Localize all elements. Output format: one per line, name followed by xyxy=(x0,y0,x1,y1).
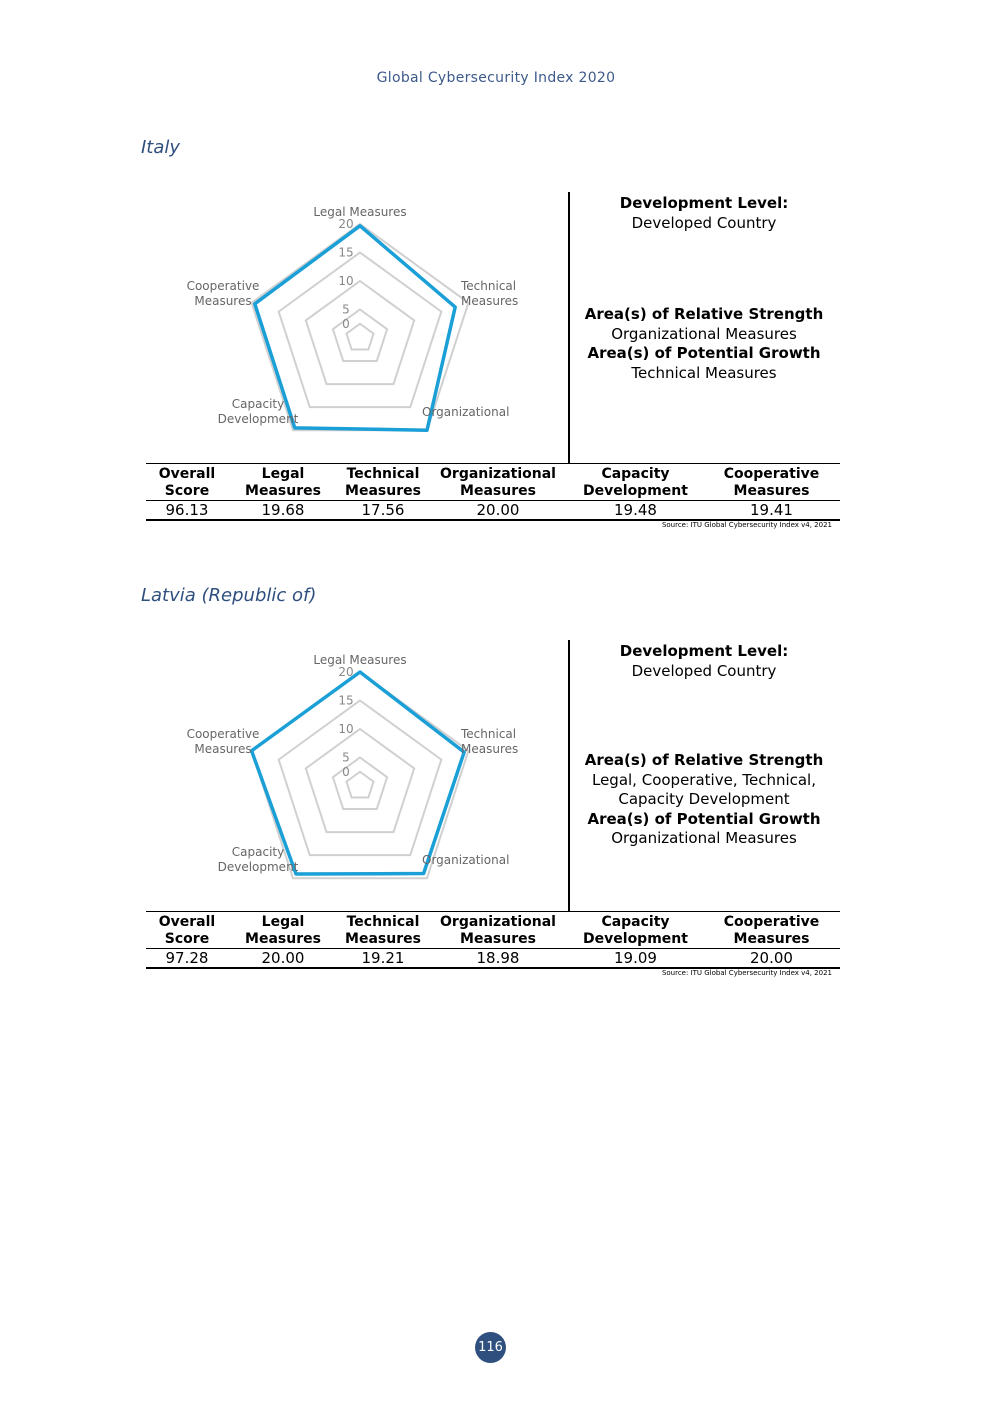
vertical-divider xyxy=(568,192,570,464)
strength-value-line-2: Capacity Development xyxy=(618,790,790,808)
technical-score-value: 19.21 xyxy=(338,949,428,969)
vertical-divider xyxy=(568,640,570,912)
areas-block xyxy=(576,751,832,849)
grid-ring xyxy=(333,310,387,362)
axis-label: Organizational xyxy=(422,405,510,419)
growth-label: Area(s) of Potential Growth xyxy=(587,809,821,828)
grid-ring xyxy=(306,729,414,832)
axis-label: Cooperative Measures xyxy=(186,279,260,308)
header-technical-measures: Technical Measures xyxy=(338,464,428,501)
organizational-score-value: 18.98 xyxy=(428,949,568,969)
grid-ring xyxy=(333,758,387,810)
cooperative-score-value: 19.41 xyxy=(703,501,840,521)
development-level-value: Developed Country xyxy=(631,213,777,232)
score-table xyxy=(146,911,840,969)
tick-label: 10 xyxy=(338,722,354,736)
country-profile-latvia xyxy=(146,640,840,980)
source-note: Source: ITU Global Cybersecurity Index v4, 2021 xyxy=(661,969,832,977)
source-note: Source: ITU Global Cybersecurity Index v4, 2021 xyxy=(661,521,832,529)
grid-ring xyxy=(346,324,373,350)
tick-label: 5 xyxy=(342,302,350,317)
development-level-block xyxy=(576,194,832,233)
header-legal-measures: Legal Measures xyxy=(228,464,338,501)
organizational-score-value: 20.00 xyxy=(428,501,568,521)
document-header-title: Global Cybersecurity Index 2020 xyxy=(376,70,616,86)
header-organizational-measures: Organizational Measures xyxy=(428,464,568,501)
country-profile-italy xyxy=(146,192,840,532)
development-level-label: Development Level: xyxy=(619,642,789,660)
overall-score-value: 97.28 xyxy=(146,949,228,969)
radar-chart xyxy=(176,640,576,910)
score-table-value-row xyxy=(146,501,840,521)
score-table xyxy=(146,463,840,521)
growth-value: Technical Measures xyxy=(631,363,777,382)
development-level-label: Development Level: xyxy=(619,194,789,212)
legal-score-value: 20.00 xyxy=(228,949,338,969)
header-overall-score: Overall Score xyxy=(146,464,228,501)
grid-ring xyxy=(306,281,414,384)
strength-label: Area(s) of Relative Strength xyxy=(584,305,824,323)
capacity-score-value: 19.48 xyxy=(568,501,703,521)
tick-label: 15 xyxy=(338,693,354,708)
overall-score-value: 96.13 xyxy=(146,501,228,521)
development-level-block xyxy=(576,642,832,681)
axis-label: Technical Measures xyxy=(461,727,519,756)
tick-label: 10 xyxy=(338,274,354,288)
tick-label: 0 xyxy=(342,316,350,331)
axis-label: Cooperative Measures xyxy=(186,727,260,756)
header-cooperative-measures: Cooperative Measures xyxy=(703,912,840,949)
technical-score-value: 17.56 xyxy=(338,501,428,521)
capacity-score-value: 19.09 xyxy=(568,949,703,969)
areas-block xyxy=(576,305,832,383)
tick-label: 0 xyxy=(342,764,350,779)
header-capacity-development: Capacity Development xyxy=(568,464,703,501)
header-legal-measures: Legal Measures xyxy=(228,912,338,949)
tick-label: 15 xyxy=(338,245,354,260)
score-table-value-row xyxy=(146,949,840,969)
strength-label: Area(s) of Relative Strength xyxy=(584,751,824,769)
axis-label: Organizational xyxy=(422,853,510,867)
axis-label: Capacity Development xyxy=(217,845,299,874)
tick-label: 5 xyxy=(342,750,350,765)
axis-label: Legal Measures xyxy=(313,653,407,667)
growth-value: Organizational Measures xyxy=(611,829,797,847)
strength-value: Organizational Measures xyxy=(611,324,797,343)
header-organizational-measures: Organizational Measures xyxy=(428,912,568,949)
tick-label: 20 xyxy=(338,217,354,231)
country-title: Italy xyxy=(141,137,181,158)
legal-score-value: 19.68 xyxy=(228,501,338,521)
score-table-header-row xyxy=(146,464,840,501)
axis-label: Capacity Development xyxy=(217,397,299,426)
header-technical-measures: Technical Measures xyxy=(338,912,428,949)
country-title: Latvia (Republic of) xyxy=(141,585,317,606)
header-overall-score: Overall Score xyxy=(146,912,228,949)
score-table-header-row xyxy=(146,912,840,949)
header-cooperative-measures: Cooperative Measures xyxy=(703,464,840,501)
axis-label: Technical Measures xyxy=(461,279,519,308)
radar-chart xyxy=(176,192,576,462)
grid-ring xyxy=(346,772,373,798)
radar-chart-svg xyxy=(176,640,576,910)
cooperative-score-value: 20.00 xyxy=(703,949,840,969)
axis-label: Legal Measures xyxy=(313,205,407,219)
tick-label: 20 xyxy=(338,665,354,679)
radar-chart-svg xyxy=(176,192,576,462)
strength-value-line-1: Legal, Cooperative, Technical, xyxy=(591,770,816,789)
development-level-value: Developed Country xyxy=(631,661,777,680)
page-number: 116 xyxy=(475,1332,506,1363)
header-capacity-development: Capacity Development xyxy=(568,912,703,949)
growth-label: Area(s) of Potential Growth xyxy=(587,344,821,362)
